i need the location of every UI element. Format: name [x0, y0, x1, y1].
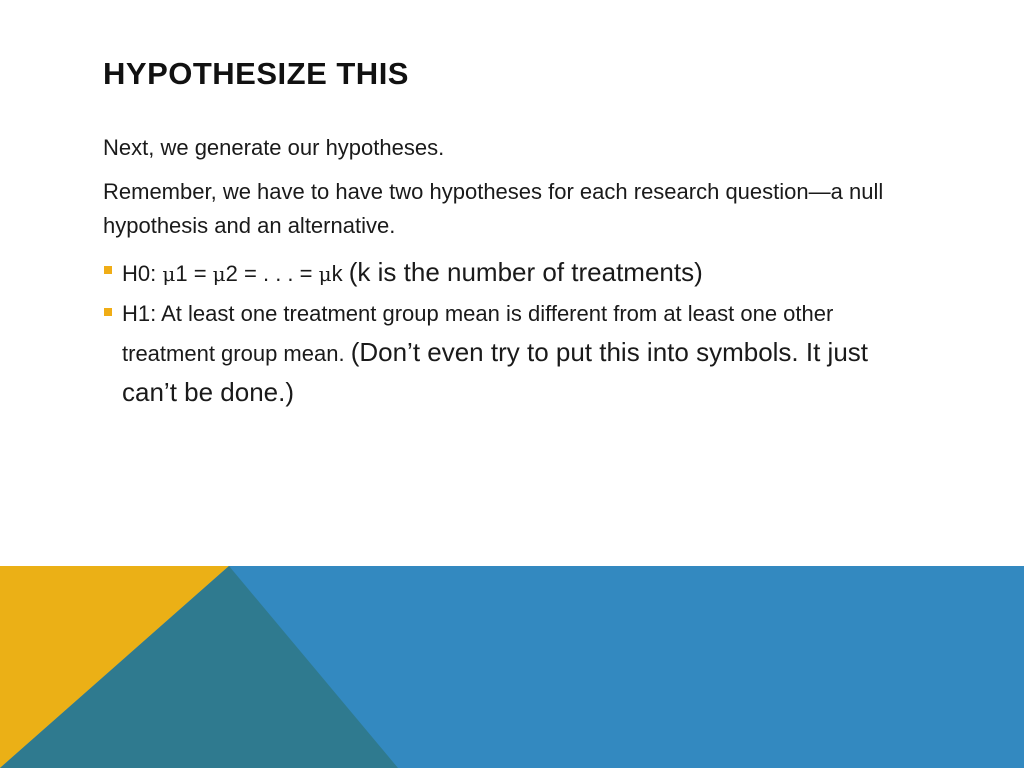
null-hypothesis-note: (k is the number of treatments) — [348, 257, 703, 287]
mu-symbol: μ — [162, 262, 176, 286]
decorative-band — [0, 566, 1024, 768]
null-hypothesis-prefix: H0: — [122, 261, 163, 286]
null-hypothesis-part1: 1 = — [175, 261, 213, 286]
slide-title: HYPOTHESIZE THIS — [103, 56, 409, 91]
reminder-paragraph: Remember, we have to have two hypotheses for each research question—a null hypothesis and an alternative. — [103, 179, 884, 238]
null-hypothesis-part2: 2 = . . . = — [225, 261, 319, 286]
mu-symbol: μ — [212, 262, 226, 286]
mu-symbol: μ — [318, 262, 332, 286]
null-hypothesis-item — [103, 253, 903, 293]
alternative-hypothesis-note: (Don’t even try to put this into symbols. It just can’t be done.) — [122, 337, 869, 407]
alternative-hypothesis-text: H1: At least one treatment group mean is different from at least one other treatment group mean. — [122, 301, 834, 366]
square-bullet-icon — [104, 266, 112, 274]
intro-paragraph: Next, we generate our hypotheses. — [103, 135, 445, 160]
null-hypothesis-part3: k — [331, 261, 349, 286]
slide-body — [103, 131, 903, 415]
alternative-hypothesis-item — [103, 295, 903, 413]
square-bullet-icon — [104, 308, 112, 316]
hypotheses-list — [103, 253, 903, 413]
